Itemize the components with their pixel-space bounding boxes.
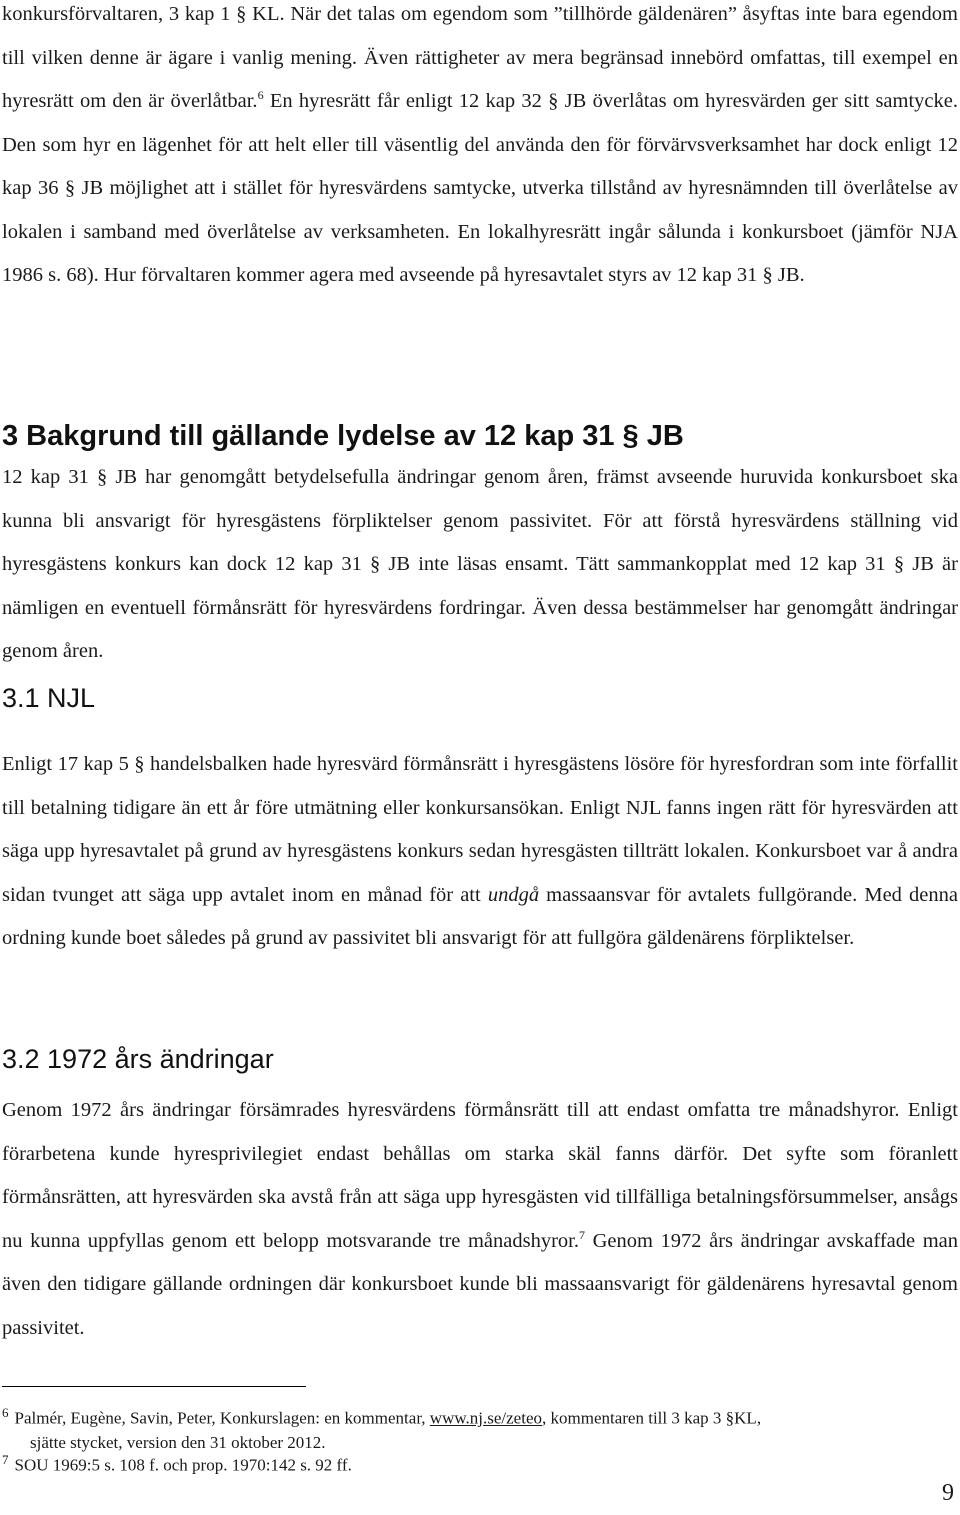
footnote-6 [2,1401,958,1455]
section-3-1-emphasis: undgå [487,883,540,906]
section-3-2-text-a: Genom 1972 års ändringar försämrades hyresvärdens förmånsrätt till att endast omfatta tre månadshyror. Enligt förarbetena kunde hyresprivilegiet endast behållas om starka skäl fanns därför. Det syfte som föranlett förmånsrätten, att hyresvärden ska avstå från att säga upp hyresgästen vid tillfälliga betalningsförsummelser, ansågs nu kunna uppfyllas genom ett belopp motsvarande tre månadshyror. [2,1099,958,1252]
footnote-6-text-c: sjätte stycket, version den 31 oktober 2012. [30,1432,326,1452]
zeteo-link[interactable]: www.nj.se/zeteo [429,1408,542,1428]
section-3-1-body [2,743,958,961]
footnote-6-text-a: Palmér, Eugène, Savin, Peter, Konkurslagen: en kommentar, [14,1408,430,1428]
intro-paragraph [2,0,958,298]
section-3-2-body [2,1089,958,1350]
section-3-1-heading: 3.1 NJL [2,683,96,713]
footnote-separator [2,1386,306,1387]
footnote-6-number: 6 [2,1405,9,1420]
footnote-ref-7[interactable]: 7 [579,1227,586,1242]
section-3-1-text-b: massaansvar för avtalets fullgörande. Med denna ordning kunde boet således på grund av passivitet bli ansvarigt för att fullgöra gäldenärens förpliktelser. [2,883,958,949]
page-number: 9 [942,1480,954,1506]
footnote-7-number: 7 [2,1452,9,1467]
footnote-6-text-b: , kommentaren till 3 kap 3 §KL, [542,1408,762,1428]
section-3-2-text-b: Genom 1972 års ändringar avskaffade man även den tidigare gällande ordningen där konkursboet kunde bli massaansvarigt för gäldenärens hyresavtal genom passivitet. [2,1229,959,1339]
section-3-heading: 3 Bakgrund till gällande lydelse av 12 kap 31 § JB [2,420,684,452]
footnote-7-text: SOU 1969:5 s. 108 f. och prop. 1970:142 s. 92 ff. [14,1455,352,1475]
section-3-2-heading: 3.2 1972 års ändringar [2,1044,274,1074]
intro-text-b: En hyresrätt får enligt 12 kap 32 § JB överlåtas om hyresvärden ger sitt samtycke. Den som hyr en lägenhet för att helt eller till väsentlig del använda den för förvärvsverksamhet har dock enligt 12 kap 36 § JB möjlighet att i stället för hyresvärdens samtycke, utverka tillstånd av hyresnämnden till överlåtelse av lokalen i samband med överlåtelse av verksamheten. En lokalhyresrätt ingår sålunda i konkursboet (jämför NJA 1986 s. 68). Hur förvaltaren kommer agera med avseende på hyresavtalet styrs av 12 kap 31 § JB. [2,90,958,286]
footnote-ref-6[interactable]: 6 [257,88,264,103]
intro-text-a: konkursförvaltaren, 3 kap 1 § KL. När det talas om egendom som ”tillhörde gäldenären” åsyftas inte bara egendom till vilken denne är ägare i vanlig mening. Även rättigheter av mera begränsad innebörd omfattas, till exempel en hyresrätt om den är överlåtbar. [2,3,958,112]
section-3-body: 12 kap 31 § JB har genomgått betydelsefulla ändringar genom åren, främst avseende huruvida konkursboet ska kunna bli ansvarigt för hyresgästens förpliktelser genom passivitet. För att förstå hyresvärdens ställning vid hyresgästens konkurs kan dock 12 kap 31 § JB inte läsas ensamt. Tätt sammankopplat med 12 kap 31 § JB är nämligen en eventuell förmånsrätt för hyresvärdens fordringar. Även dessa bestämmelser har genomgått ändringar genom åren. [2,466,958,662]
section-3-1-text-a: Enligt 17 kap 5 § handelsbalken hade hyresvärd förmånsrätt i hyresgästens lösöre för hyresfordran som inte förfallit till betalning tidigare än ett år före utmätning eller konkursansökan. Enligt NJL fanns ingen rätt för hyresvärden att säga upp hyresavtalet på grund av hyresgästens konkurs sedan hyresgästen tillträtt lokalen. Konkursboet var å andra sidan tvunget att säga upp avtalet inom en månad för att [2,753,958,906]
footnote-7 [2,1448,958,1478]
